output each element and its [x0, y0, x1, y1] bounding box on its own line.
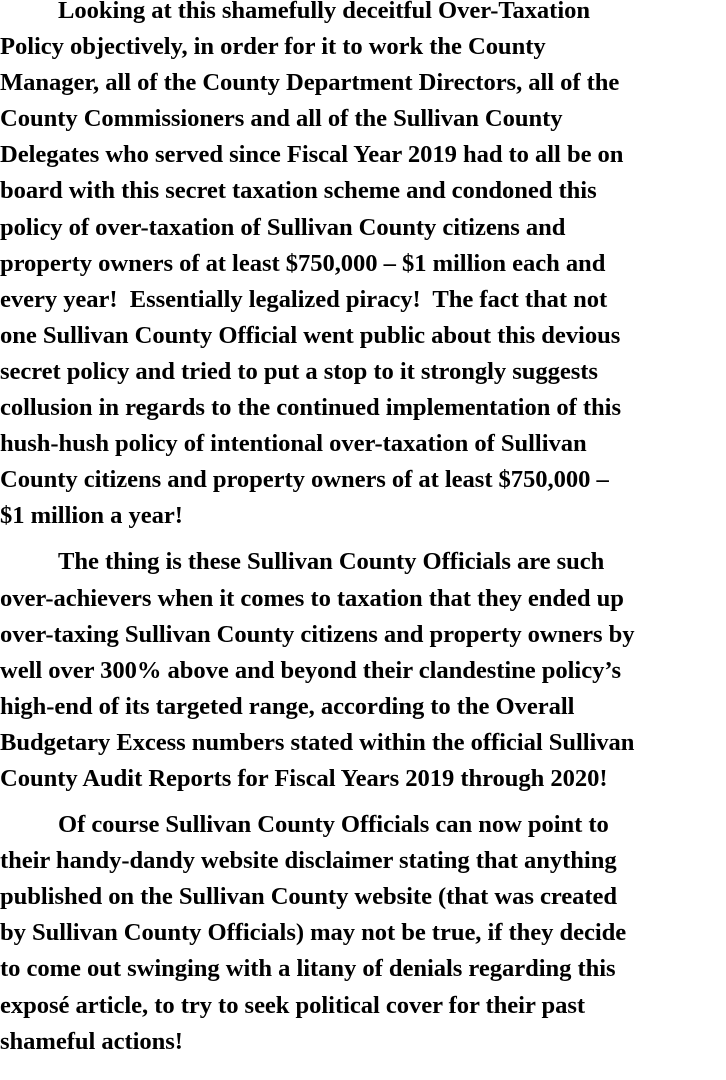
text-line: shameful actions!: [0, 1027, 183, 1055]
text-line: exposé article, to try to seek political cover for their past: [0, 991, 586, 1019]
paragraph-spacer: [0, 797, 726, 807]
text-line: hush-hush policy of intentional over-taxation of Sullivan: [0, 430, 587, 458]
paragraph-website-disclaimer: [0, 807, 726, 1060]
text-line: secret policy and tried to put a stop to it strongly suggests: [0, 357, 598, 385]
text-line: one Sullivan County Official went public about this devious: [0, 321, 621, 349]
text-line: collusion in regards to the continued implementation of this: [0, 394, 621, 422]
text-line: policy of over-taxation of Sullivan County citizens and: [0, 213, 566, 241]
text-line: published on the Sullivan County website (that was created: [0, 883, 618, 911]
paragraph-spacer: [0, 534, 726, 544]
text-line: Delegates who served since Fiscal Year 2019 had to all be on: [0, 141, 624, 169]
paragraph-over-achievers: [0, 544, 726, 797]
text-line: Budgetary Excess numbers stated within the official Sullivan: [0, 728, 635, 756]
text-line: The thing is these Sullivan County Officials are such: [58, 548, 605, 576]
text-line: County Commissioners and all of the Sullivan County: [0, 105, 563, 133]
text-line: board with this secret taxation scheme and condoned this: [0, 177, 597, 205]
paragraph-over-taxation-policy: [0, 0, 726, 534]
text-line: County Audit Reports for Fiscal Years 2019 through 2020!: [0, 764, 608, 792]
text-line: property owners of at least $750,000 – $1 million each and: [0, 249, 606, 277]
text-line: Of course Sullivan County Officials can now point to: [58, 811, 609, 839]
text-line: to come out swinging with a litany of denials regarding this: [0, 955, 616, 983]
text-line: well over 300% above and beyond their clandestine policy’s: [0, 656, 622, 684]
text-line: County citizens and property owners of at least $750,000 –: [0, 466, 609, 494]
text-line: Manager, all of the County Department Directors, all of the: [0, 69, 620, 97]
text-line: by Sullivan County Officials) may not be true, if they decide: [0, 919, 627, 947]
text-line: over-achievers when it comes to taxation that they ended up: [0, 584, 624, 612]
text-line: Looking at this shamefully deceitful Over-Taxation: [58, 0, 590, 24]
text-line: high-end of its targeted range, according to the Overall: [0, 692, 575, 720]
text-line: Policy objectively, in order for it to work the County: [0, 33, 546, 61]
text-line: every year! Essentially legalized piracy! The fact that not: [0, 285, 608, 313]
text-line: their handy-dandy website disclaimer stating that anything: [0, 847, 617, 875]
text-line: over-taxing Sullivan County citizens and property owners by: [0, 620, 635, 648]
text-line: $1 million a year!: [0, 502, 183, 530]
